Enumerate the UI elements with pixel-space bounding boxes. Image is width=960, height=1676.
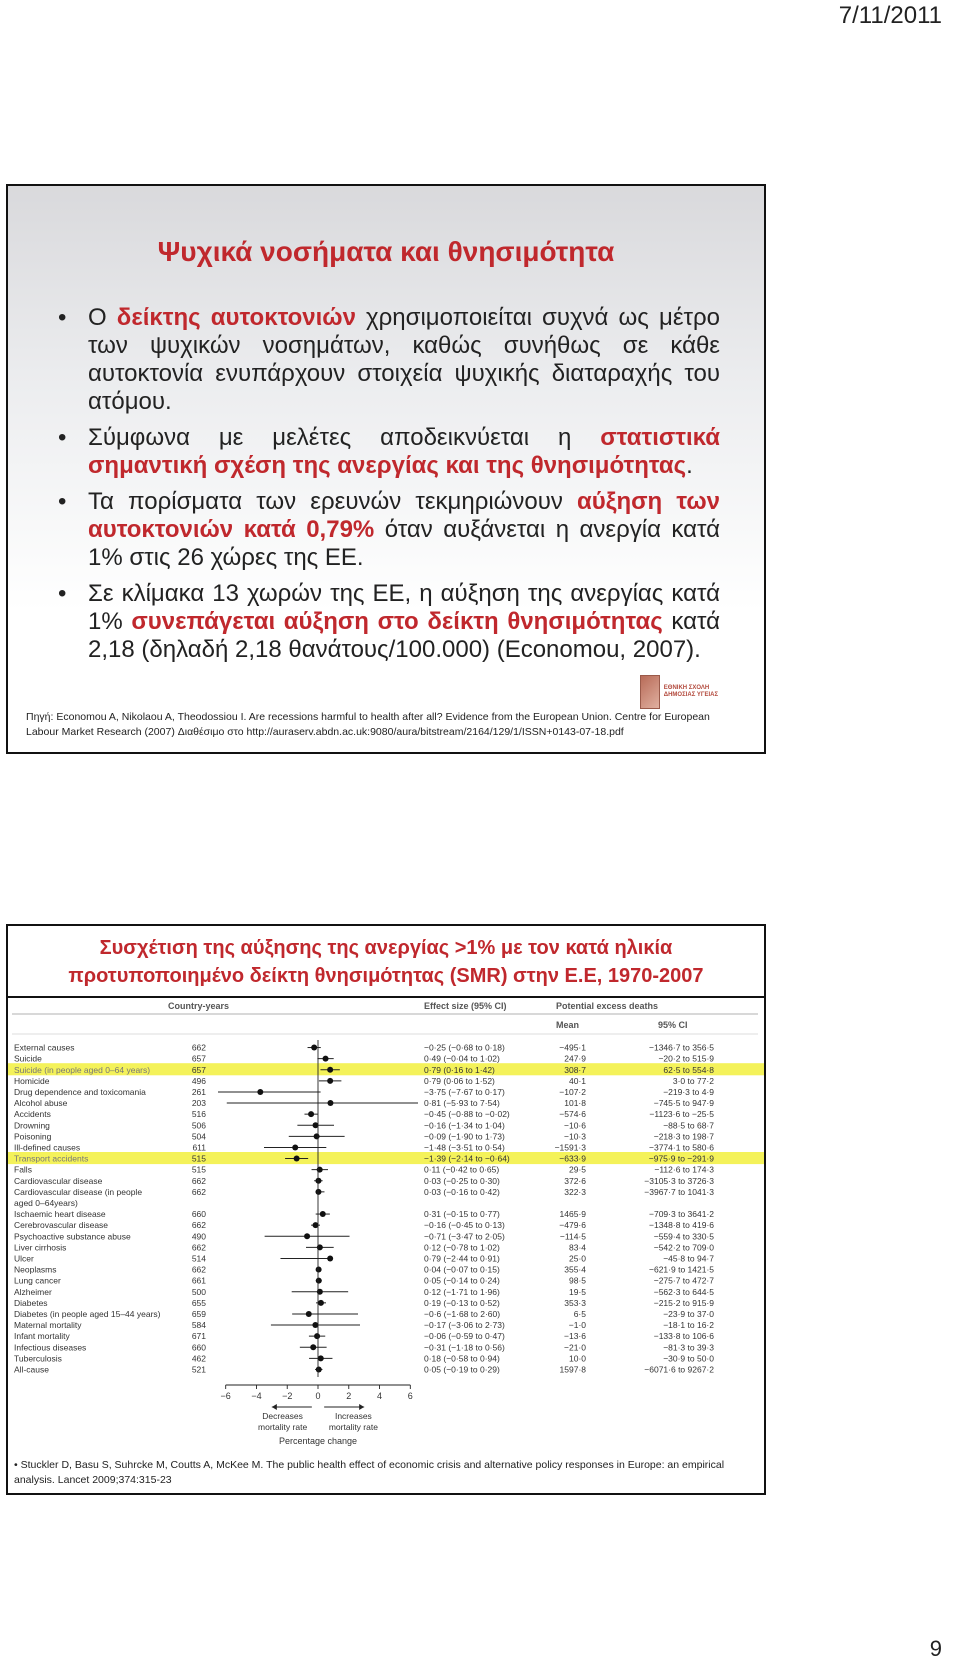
header-mean: Mean — [556, 1020, 580, 1030]
point-estimate — [292, 1144, 298, 1150]
row-country-years: 496 — [191, 1075, 206, 1086]
row-effect: 0·12 (−1·71 to 1·96) — [424, 1286, 500, 1297]
slide-forest-plot — [6, 924, 766, 1495]
row-label: Diabetes — [14, 1297, 48, 1308]
x-tick-label: −2 — [282, 1391, 293, 1401]
increase-note: Increases — [334, 1411, 372, 1421]
row-ci: −975·9 to −291·9 — [648, 1153, 714, 1164]
point-estimate — [323, 1056, 329, 1062]
bullet-text: Σε κλίμακα 13 χωρών της ΕΕ, η αύξηση της ανεργίας κατά 1% — [88, 580, 720, 635]
row-label: Alzheimer — [14, 1286, 52, 1297]
bullet-text: όταν αυξάνεται η ανεργία κατά 1% στις 26 χώρες της ΕΕ. — [88, 516, 721, 571]
row-ci: −1123·6 to −25·5 — [649, 1109, 714, 1120]
point-estimate — [318, 1300, 324, 1306]
point-estimate — [327, 1100, 333, 1106]
bullet-text: κατά 2,18 (δηλαδή 2,18 θανάτους/100.000) (Economou, 2007). — [88, 608, 720, 663]
row-mean: −1·0 — [568, 1320, 586, 1331]
row-mean: −21·0 — [564, 1342, 586, 1353]
row-ci: −218·3 to 198·7 — [653, 1131, 714, 1142]
point-estimate — [320, 1211, 326, 1217]
row-effect: 0·05 (−0·14 to 0·24) — [424, 1275, 500, 1286]
row-effect: 0·31 (−0·15 to 0·77) — [424, 1209, 500, 1220]
row-label: Poisoning — [14, 1131, 52, 1142]
row-ci: −1348·8 to 419·6 — [649, 1220, 714, 1231]
point-estimate — [306, 1311, 312, 1317]
row-label: Alcohol abuse — [14, 1098, 68, 1109]
row-ci: −3774·1 to 580·6 — [649, 1142, 714, 1153]
row-effect: 0·03 (−0·16 to 0·42) — [424, 1186, 500, 1197]
row-ci: −20·2 to 515·9 — [658, 1053, 714, 1064]
row-country-years: 659 — [191, 1308, 206, 1319]
row-country-years: 500 — [191, 1286, 206, 1297]
point-estimate — [314, 1333, 320, 1339]
row-label: Infectious diseases — [14, 1342, 87, 1353]
row-ci: −215·2 to 915·9 — [653, 1297, 714, 1308]
row-effect: 0·49 (−0·04 to 1·02) — [424, 1053, 500, 1064]
row-effect: 0·05 (−0·19 to 0·29) — [424, 1364, 500, 1375]
row-label: Lung cancer — [14, 1275, 61, 1286]
row-effect: 0·18 (−0·58 to 0·94) — [424, 1353, 500, 1364]
row-mean: 247·9 — [564, 1053, 586, 1064]
highlight-text: στατιστικά σημαντική σχέση της ανεργίας και της θνησιμότητας — [88, 424, 720, 479]
row-effect: −1·48 (−3·51 to 0·54) — [424, 1142, 505, 1153]
point-estimate — [315, 1189, 321, 1195]
row-mean: 353·3 — [564, 1297, 586, 1308]
row-ci: −542·2 to 709·0 — [653, 1242, 714, 1253]
row-effect: −0·17 (−3·06 to 2·73) — [424, 1320, 505, 1331]
row-country-years: 662 — [191, 1042, 206, 1053]
row-ci: −621·9 to 1421·5 — [649, 1264, 714, 1275]
row-country-years: 584 — [191, 1320, 206, 1331]
row-ci: 3·0 to 77·2 — [672, 1075, 714, 1086]
bullet-item — [58, 424, 720, 480]
point-estimate — [318, 1355, 324, 1361]
row-country-years: 203 — [191, 1098, 206, 1109]
row-effect: −1·39 (−2·14 to −0·64) — [424, 1153, 510, 1164]
row-ci: −30·9 to 50·0 — [663, 1353, 714, 1364]
row-ci: −23·9 to 37·0 — [663, 1308, 714, 1319]
row-country-years: 660 — [191, 1209, 206, 1220]
row-country-years: 462 — [191, 1353, 206, 1364]
point-estimate — [304, 1233, 310, 1239]
row-effect: 0·81 (−5·93 to 7·54) — [424, 1098, 500, 1109]
logo-portrait — [640, 675, 660, 709]
row-effect: −0·06 (−0·59 to 0·47) — [424, 1331, 505, 1342]
page-date: 7/11/2011 — [838, 2, 942, 29]
row-label: Accidents — [14, 1109, 51, 1120]
row-effect: 0·19 (−0·13 to 0·52) — [424, 1297, 500, 1308]
x-tick-label: −4 — [251, 1391, 262, 1401]
point-estimate — [257, 1089, 263, 1095]
row-mean: −10·6 — [564, 1120, 586, 1131]
row-label: Cerebrovascular disease — [14, 1220, 109, 1231]
row-ci: −745·5 to 947·9 — [653, 1098, 714, 1109]
row-label: External causes — [14, 1042, 75, 1053]
row-ci: −275·7 to 472·7 — [653, 1275, 714, 1286]
row-ci: −81·3 to 39·3 — [663, 1342, 714, 1353]
point-estimate — [327, 1078, 333, 1084]
row-label: Transport accidents — [14, 1153, 89, 1164]
row-country-years: 662 — [191, 1242, 206, 1253]
row-label: Cardiovascular disease — [14, 1175, 103, 1186]
row-effect: −0·45 (−0·88 to −0·02) — [424, 1109, 510, 1120]
row-ci: −562·3 to 644·5 — [653, 1286, 714, 1297]
row-ci: −88·5 to 68·7 — [663, 1120, 714, 1131]
reference-note: • Stuckler D, Basu S, Suhrcke M, Coutts A, McKee M. The public health effect of economic crisis and alternative policy responses in Europe: an empirical analysis. Lancet 2009;374:315-23 — [14, 1459, 725, 1486]
row-effect: 0·79 (−2·44 to 0·91) — [424, 1253, 500, 1264]
x-axis-label: Percentage change — [278, 1436, 358, 1446]
bullet-text: χρησιμοποιείται συχνά ως μέτρο των ψυχικών νοσημάτων, καθώς συνήθως σε κάθε αυτοκτονία ενυπάρχουν στοιχεία ψυχικής διαταραχής του ατόμου. — [88, 304, 720, 415]
row-effect: 0·79 (0·16 to 1·42) — [424, 1064, 495, 1075]
highlight-text: συνεπάγεται αύξηση στο δείκτη θνησιμότητας — [131, 608, 663, 635]
row-label: Infant mortality — [14, 1331, 70, 1342]
row-mean: 1597·8 — [559, 1364, 586, 1375]
row-mean: −479·6 — [559, 1220, 586, 1231]
point-estimate — [310, 1344, 316, 1350]
row-mean: 25·0 — [568, 1253, 586, 1264]
row-effect: −0·71 (−3·47 to 2·05) — [424, 1231, 505, 1242]
highlight-text: δείκτης αυτοκτονιών — [116, 304, 356, 331]
point-estimate — [316, 1278, 322, 1284]
page-number: 9 — [929, 1636, 942, 1661]
row-ci: −559·4 to 330·5 — [653, 1231, 714, 1242]
row-mean: −1591·3 — [554, 1142, 586, 1153]
row-effect: 0·04 (−0·07 to 0·15) — [424, 1264, 500, 1275]
row-country-years: 516 — [191, 1109, 206, 1120]
row-mean: −495·1 — [559, 1042, 586, 1053]
row-effect: 0·03 (−0·25 to 0·30) — [424, 1175, 500, 1186]
row-ci: −1346·7 to 356·5 — [649, 1042, 714, 1053]
row-country-years: 661 — [191, 1275, 206, 1286]
row-country-years: 662 — [191, 1175, 206, 1186]
row-mean: −114·5 — [559, 1231, 586, 1242]
row-country-years: 657 — [191, 1064, 206, 1075]
point-estimate — [311, 1045, 317, 1051]
row-ci: −45·8 to 94·7 — [663, 1253, 714, 1264]
x-tick-label: 0 — [315, 1391, 321, 1401]
row-country-years: 490 — [191, 1231, 206, 1242]
row-effect: −0·6 (−1·68 to 2·60) — [424, 1308, 501, 1319]
x-tick-label: 2 — [346, 1391, 352, 1401]
header-effect-size: Effect size (95% CI) — [424, 1001, 507, 1011]
bullet-item — [58, 488, 720, 572]
row-country-years: 515 — [191, 1153, 206, 1164]
point-estimate — [314, 1133, 320, 1139]
row-label: Drug dependence and toxicomania — [14, 1086, 146, 1097]
slide2-title-line1: Συσχέτιση της αύξησης της ανεργίας >1% με τον κατά ηλικία — [99, 937, 673, 959]
bullet-list — [58, 304, 720, 672]
row-mean: −10·3 — [564, 1131, 586, 1142]
row-label: Ischaemic heart disease — [14, 1209, 106, 1220]
row-country-years: 504 — [191, 1131, 206, 1142]
row-ci: 62·5 to 554·8 — [663, 1064, 714, 1075]
row-ci: −6071·6 to 9267·2 — [644, 1364, 714, 1375]
row-ci: −3967·7 to 1041·3 — [644, 1186, 714, 1197]
row-label: Diabetes (in people aged 15–44 years) — [14, 1308, 161, 1319]
bullet-text: Σύμφωνα με μελέτες αποδεικνύεται η — [88, 424, 601, 451]
row-effect: −0·09 (−1·90 to 1·73) — [424, 1131, 505, 1142]
row-mean: −13·6 — [564, 1331, 586, 1342]
bullet-text: Τα πορίσματα των ερευνών τεκμηριώνουν — [88, 488, 578, 515]
row-label: Ill-defined causes — [14, 1142, 81, 1153]
bullet-text: Ο — [88, 304, 117, 331]
row-label: Cardiovascular disease (in people aged 0–64years) — [14, 1186, 143, 1208]
logo-text: ΕΘΝΙΚΗ ΣΧΟΛΗ ΔΗΜΟΣΙΑΣ ΥΓΕΙΑΣ — [663, 685, 719, 698]
row-mean: 101·8 — [564, 1098, 586, 1109]
row-mean: −574·6 — [559, 1109, 586, 1120]
increase-arrowhead — [359, 1404, 364, 1410]
row-mean: 1465·9 — [559, 1209, 586, 1220]
bullet-item — [58, 304, 720, 416]
point-estimate — [312, 1322, 318, 1328]
highlight-text: αύξηση των αυτοκτονιών κατά 0,79% — [88, 488, 721, 543]
row-mean: 308·7 — [564, 1064, 586, 1075]
row-effect: −0·16 (−1·34 to 1·04) — [424, 1120, 505, 1131]
slide-mental-illness — [6, 184, 766, 754]
x-tick-label: −6 — [220, 1391, 231, 1401]
row-label: Homicide — [14, 1075, 50, 1086]
row-country-years: 660 — [191, 1342, 206, 1353]
row-country-years: 611 — [192, 1142, 206, 1153]
row-mean: 372·6 — [564, 1175, 586, 1186]
point-estimate — [315, 1178, 321, 1184]
row-label: Tuberculosis — [14, 1353, 62, 1364]
point-estimate — [327, 1255, 333, 1261]
header-excess-deaths: Potential excess deaths — [556, 1001, 659, 1011]
row-label: All-cause — [14, 1364, 49, 1375]
row-label: Liver cirrhosis — [14, 1242, 67, 1253]
row-mean: 29·5 — [568, 1164, 586, 1175]
row-label: Suicide (in people aged 0–64 years) — [14, 1064, 151, 1075]
row-effect: −0·16 (−0·45 to 0·13) — [424, 1220, 505, 1231]
header-ci: 95% CI — [658, 1020, 688, 1030]
row-label: Falls — [14, 1164, 32, 1175]
row-mean: 98·5 — [568, 1275, 586, 1286]
slide2-title — [8, 934, 764, 990]
row-country-years: 657 — [191, 1053, 206, 1064]
point-estimate — [316, 1267, 322, 1273]
row-ci: −219·3 to 4·9 — [663, 1086, 714, 1097]
increase-note: mortality rate — [328, 1422, 378, 1432]
row-label: Maternal mortality — [14, 1320, 82, 1331]
x-tick-label: 4 — [377, 1391, 383, 1401]
row-country-years: 506 — [191, 1120, 206, 1131]
row-label: Suicide — [14, 1053, 42, 1064]
row-mean: 19·5 — [568, 1286, 586, 1297]
row-effect: −0·25 (−0·68 to 0·18) — [424, 1042, 505, 1053]
school-logo — [640, 674, 728, 710]
row-label: Neoplasms — [14, 1264, 57, 1275]
point-estimate — [316, 1366, 322, 1372]
bullet-item — [58, 580, 720, 664]
row-ci: −133·8 to 106·6 — [653, 1331, 714, 1342]
row-country-years: 515 — [191, 1164, 206, 1175]
row-country-years: 662 — [191, 1220, 206, 1231]
row-ci: −18·1 to 16·2 — [663, 1320, 714, 1331]
row-country-years: 261 — [191, 1086, 206, 1097]
decrease-note: mortality rate — [258, 1422, 308, 1432]
point-estimate — [294, 1156, 300, 1162]
row-mean: 10·0 — [568, 1353, 586, 1364]
row-mean: 83·4 — [568, 1242, 586, 1253]
row-country-years: 662 — [191, 1186, 206, 1197]
row-label: Drowning — [14, 1120, 50, 1131]
point-estimate — [308, 1111, 314, 1117]
row-mean: −633·9 — [559, 1153, 586, 1164]
row-mean: −107·2 — [559, 1086, 586, 1097]
header-country-years: Country-years — [168, 1001, 230, 1011]
row-effect: 0·79 (0·06 to 1·52) — [424, 1075, 495, 1086]
row-ci: −3105·3 to 3726·3 — [644, 1175, 714, 1186]
row-label: Ulcer — [14, 1253, 34, 1264]
row-country-years: 655 — [191, 1297, 206, 1308]
row-label: Psychoactive substance abuse — [14, 1231, 131, 1242]
row-effect: −3·75 (−7·67 to 0·17) — [424, 1086, 505, 1097]
row-country-years: 521 — [191, 1364, 206, 1375]
row-effect: 0·12 (−0·78 to 1·02) — [424, 1242, 500, 1253]
row-country-years: 514 — [191, 1253, 206, 1264]
row-country-years: 671 — [191, 1331, 206, 1342]
row-mean: 322·3 — [564, 1186, 586, 1197]
slide2-title-line2: προτυποποιημένο δείκτη θνησιμότητας (SMR) στην Ε.Ε, 1970-2007 — [68, 965, 704, 987]
slide1-title: Ψυχικά νοσήματα και θνησιμότητα — [157, 236, 615, 267]
row-country-years: 662 — [191, 1264, 206, 1275]
row-effect: 0·11 (−0·42 to 0·65) — [424, 1164, 500, 1175]
row-mean: 40·1 — [568, 1075, 586, 1086]
x-tick-label: 6 — [407, 1391, 413, 1401]
row-mean: 355·4 — [564, 1264, 586, 1275]
bullet-text: . — [686, 452, 693, 479]
forest-plot — [8, 998, 764, 1446]
row-effect: −0·31 (−1·18 to 0·56) — [424, 1342, 505, 1353]
source-note: Πηγή: Economou A, Nikolaou A, Theodossiou I. Are recessions harmful to health after all? Evidence from the European Union. Centre for European Labour Market Research (2007) Διαθέσιμο στο http://auraserv.abdn.ac.uk:9080/aura/bitstream/2164/129/1/ISSN+0143-07-18.pdf — [26, 711, 710, 738]
row-mean: 6·5 — [573, 1308, 586, 1319]
decrease-note: Decreases — [262, 1411, 303, 1421]
row-ci: −112·6 to 174·3 — [654, 1164, 714, 1175]
point-estimate — [327, 1067, 333, 1073]
decrease-arrowhead — [272, 1404, 277, 1410]
row-ci: −709·3 to 3641·2 — [649, 1209, 714, 1220]
